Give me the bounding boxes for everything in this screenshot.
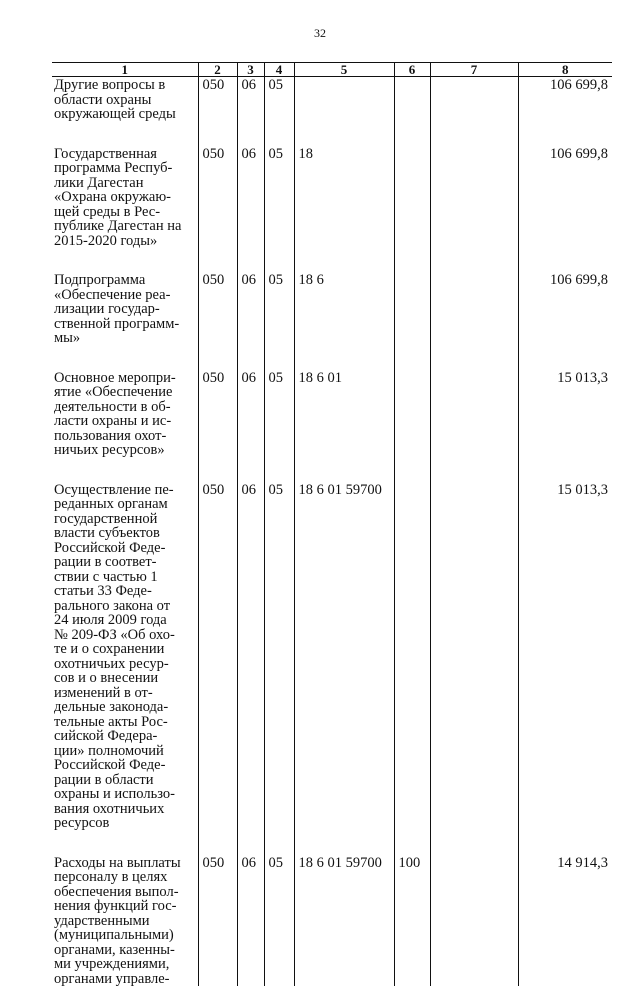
cell-section: 06 bbox=[237, 146, 264, 273]
budget-table bbox=[52, 62, 612, 986]
cell-section: 06 bbox=[237, 272, 264, 370]
cell-target-article: 18 6 01 59700 bbox=[294, 482, 394, 855]
cell-expense-type bbox=[394, 272, 430, 370]
cell-expense-type bbox=[394, 146, 430, 273]
cell-section: 06 bbox=[237, 482, 264, 855]
cell-expense-type bbox=[394, 482, 430, 855]
cell-section: 06 bbox=[237, 77, 264, 146]
cell-target-article: 18 6 01 bbox=[294, 370, 394, 482]
column-header-3: 3 bbox=[237, 63, 264, 77]
cell-col7 bbox=[430, 855, 518, 987]
row-name: Расходы на выплаты персоналу в целях обеспечения выпол- нения функций гос- ударственными (муниципальными) органами, казенны- ми учреждениями, органами управле- bbox=[54, 854, 181, 987]
row-name: Осуществление пе- реданных органам государственной власти субъектов Российской Феде- рации в соответ- ствии с частью 1 статьи 33 Феде- рального закона от 24 июля 2009 года № 209-ФЗ «Об охо- те и о сохранении охотничьих ресур- сов и о внесении изменений в от- дельные законода- тельные акты Рос- сийской Федера- ции» полномочий Российской Феде- рации в области охраны и использо- вания охотничьих ресурсов bbox=[54, 481, 175, 831]
cell-amount: 106 699,8 bbox=[518, 272, 612, 370]
table-row bbox=[52, 855, 612, 987]
cell-col7 bbox=[430, 146, 518, 273]
cell-subsection: 05 bbox=[264, 482, 294, 855]
cell-ministry-code: 050 bbox=[198, 272, 237, 370]
table-row bbox=[52, 77, 612, 146]
cell-section: 06 bbox=[237, 370, 264, 482]
cell-ministry-code: 050 bbox=[198, 482, 237, 855]
column-header-8: 8 bbox=[518, 63, 612, 77]
cell-ministry-code: 050 bbox=[198, 855, 237, 987]
cell-subsection: 05 bbox=[264, 370, 294, 482]
cell-amount: 106 699,8 bbox=[518, 146, 612, 273]
cell-expense-type: 100 bbox=[394, 855, 430, 987]
cell-amount: 106 699,8 bbox=[518, 77, 612, 146]
column-header-5: 5 bbox=[294, 63, 394, 77]
cell-col7 bbox=[430, 272, 518, 370]
cell-amount: 15 013,3 bbox=[518, 370, 612, 482]
header-row bbox=[52, 63, 612, 77]
table-row bbox=[52, 482, 612, 855]
cell-target-article: 18 bbox=[294, 146, 394, 273]
cell-col7 bbox=[430, 77, 518, 146]
column-header-6: 6 bbox=[394, 63, 430, 77]
row-name: Основное меропри- ятие «Обеспечение деятельности в об- ласти охраны и ис- пользования охот- ничьих ресурсов» bbox=[54, 369, 176, 458]
cell-subsection: 05 bbox=[264, 272, 294, 370]
cell-subsection: 05 bbox=[264, 77, 294, 146]
cell-col7 bbox=[430, 482, 518, 855]
row-name: Другие вопросы в области охраны окружающей среды bbox=[54, 77, 176, 122]
cell-ministry-code: 050 bbox=[198, 370, 237, 482]
page-number: 32 bbox=[314, 26, 326, 40]
column-header-4: 4 bbox=[264, 63, 294, 77]
cell-target-article bbox=[294, 77, 394, 146]
table-row bbox=[52, 146, 612, 273]
cell-expense-type bbox=[394, 77, 430, 146]
column-header-1: 1 bbox=[52, 63, 198, 77]
cell-subsection: 05 bbox=[264, 855, 294, 987]
cell-target-article: 18 6 01 59700 bbox=[294, 855, 394, 987]
cell-amount: 14 914,3 bbox=[518, 855, 612, 987]
cell-section: 06 bbox=[237, 855, 264, 987]
column-header-2: 2 bbox=[198, 63, 237, 77]
cell-ministry-code: 050 bbox=[198, 146, 237, 273]
cell-amount: 15 013,3 bbox=[518, 482, 612, 855]
table-row bbox=[52, 370, 612, 482]
row-name: Государственная программа Респуб- лики Дагестан «Охрана окружаю- щей среды в Рес- публике Дагестан на 2015-2020 годы» bbox=[54, 145, 182, 249]
column-header-7: 7 bbox=[430, 63, 518, 77]
cell-ministry-code: 050 bbox=[198, 77, 237, 146]
row-name: Подпрограмма «Обеспечение реа- лизации государ- ственной программ- мы» bbox=[54, 272, 180, 346]
cell-col7 bbox=[430, 370, 518, 482]
cell-target-article: 18 6 bbox=[294, 272, 394, 370]
cell-expense-type bbox=[394, 370, 430, 482]
cell-subsection: 05 bbox=[264, 146, 294, 273]
table-row bbox=[52, 272, 612, 370]
